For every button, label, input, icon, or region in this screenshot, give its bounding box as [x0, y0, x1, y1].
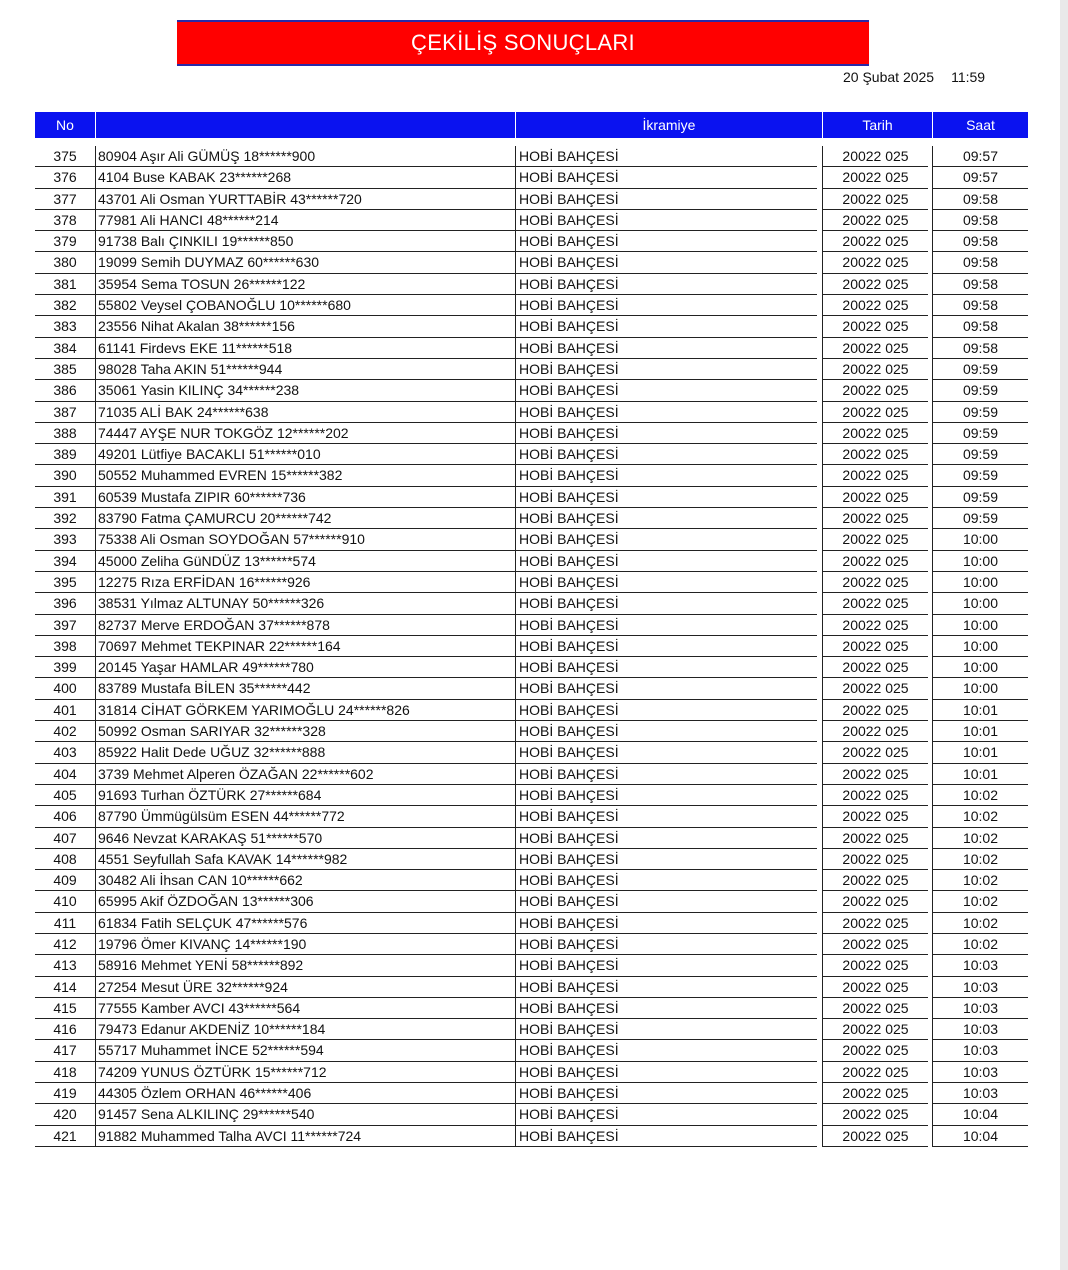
row-prize: HOBİ BAHÇESİ — [515, 465, 817, 486]
row-prize: HOBİ BAHÇESİ — [515, 380, 817, 401]
row-prize: HOBİ BAHÇESİ — [515, 636, 817, 657]
row-time: 10:00 — [932, 593, 1028, 614]
table-row — [35, 955, 1028, 976]
row-name: 3739 Mehmet Alperen ÖZAĞAN 22******602 — [95, 764, 515, 785]
table-row — [35, 210, 1028, 231]
row-name: 30482 Ali İhsan CAN 10******662 — [95, 870, 515, 891]
row-date: 20022 025 — [822, 636, 928, 657]
row-time: 09:58 — [932, 189, 1028, 210]
row-no: 384 — [35, 338, 95, 359]
row-name: 60539 Mustafa ZIPIR 60******736 — [95, 487, 515, 508]
row-time: 09:58 — [932, 338, 1028, 359]
row-no: 376 — [35, 167, 95, 188]
row-prize: HOBİ BAHÇESİ — [515, 551, 817, 572]
row-time: 09:59 — [932, 465, 1028, 486]
row-name: 87790 Ümmügülsüm ESEN 44******772 — [95, 806, 515, 827]
row-prize: HOBİ BAHÇESİ — [515, 615, 817, 636]
row-no: 389 — [35, 444, 95, 465]
row-no: 379 — [35, 231, 95, 252]
table-row — [35, 1126, 1028, 1147]
row-name: 83790 Fatma ÇAMURCU 20******742 — [95, 508, 515, 529]
row-no: 385 — [35, 359, 95, 380]
row-date: 20022 025 — [822, 934, 928, 955]
row-date: 20022 025 — [822, 1104, 928, 1125]
row-name: 83789 Mustafa BİLEN 35******442 — [95, 678, 515, 699]
report-date: 20 Şubat 2025 — [843, 69, 935, 85]
row-time: 09:58 — [932, 252, 1028, 273]
row-prize: HOBİ BAHÇESİ — [515, 764, 817, 785]
row-date: 20022 025 — [822, 487, 928, 508]
row-prize: HOBİ BAHÇESİ — [515, 359, 817, 380]
row-prize: HOBİ BAHÇESİ — [515, 678, 817, 699]
row-no: 382 — [35, 295, 95, 316]
row-time: 10:02 — [932, 891, 1028, 912]
row-no: 415 — [35, 998, 95, 1019]
row-no: 383 — [35, 316, 95, 337]
row-name: 23556 Nihat Akalan 38******156 — [95, 316, 515, 337]
row-date: 20022 025 — [822, 977, 928, 998]
row-no: 390 — [35, 465, 95, 486]
row-date: 20022 025 — [822, 295, 928, 316]
row-name: 70697 Mehmet TEKPINAR 22******164 — [95, 636, 515, 657]
row-name: 55802 Veysel ÇOBANOĞLU 10******680 — [95, 295, 515, 316]
row-prize: HOBİ BAHÇESİ — [515, 167, 817, 188]
row-time: 09:57 — [932, 167, 1028, 188]
table-row — [35, 721, 1028, 742]
row-name: 91882 Muhammed Talha AVCI 11******724 — [95, 1126, 515, 1147]
table-row — [35, 338, 1028, 359]
row-date: 20022 025 — [822, 764, 928, 785]
row-date: 20022 025 — [822, 316, 928, 337]
row-prize: HOBİ BAHÇESİ — [515, 998, 817, 1019]
table-row — [35, 891, 1028, 912]
row-time: 10:00 — [932, 615, 1028, 636]
table-row — [35, 295, 1028, 316]
row-prize: HOBİ BAHÇESİ — [515, 1083, 817, 1104]
row-prize: HOBİ BAHÇESİ — [515, 870, 817, 891]
row-name: 61141 Firdevs EKE 11******518 — [95, 338, 515, 359]
row-name: 27254 Mesut ÜRE 32******924 — [95, 977, 515, 998]
table-row — [35, 423, 1028, 444]
row-name: 12275 Rıza ERFİDAN 16******926 — [95, 572, 515, 593]
row-date: 20022 025 — [822, 913, 928, 934]
row-time: 10:02 — [932, 849, 1028, 870]
row-name: 44305 Özlem ORHAN 46******406 — [95, 1083, 515, 1104]
row-date: 20022 025 — [822, 742, 928, 763]
table-row — [35, 977, 1028, 998]
row-date: 20022 025 — [822, 678, 928, 699]
report-datetime — [843, 69, 985, 85]
row-prize: HOBİ BAHÇESİ — [515, 189, 817, 210]
row-name: 4551 Seyfullah Safa KAVAK 14******982 — [95, 849, 515, 870]
row-date: 20022 025 — [822, 210, 928, 231]
row-name: 74447 AYŞE NUR TOKGÖZ 12******202 — [95, 423, 515, 444]
row-name: 82737 Merve ERDOĞAN 37******878 — [95, 615, 515, 636]
row-date: 20022 025 — [822, 1126, 928, 1147]
table-row — [35, 359, 1028, 380]
row-no: 400 — [35, 678, 95, 699]
table-row — [35, 1019, 1028, 1040]
table-row — [35, 1083, 1028, 1104]
row-name: 91738 Balı ÇINKILI 19******850 — [95, 231, 515, 252]
row-time: 10:03 — [932, 1062, 1028, 1083]
table-row — [35, 146, 1028, 167]
row-time: 09:59 — [932, 423, 1028, 444]
row-no: 418 — [35, 1062, 95, 1083]
row-no: 416 — [35, 1019, 95, 1040]
row-date: 20022 025 — [822, 359, 928, 380]
row-time: 09:59 — [932, 487, 1028, 508]
row-no: 380 — [35, 252, 95, 273]
row-time: 09:58 — [932, 210, 1028, 231]
row-no: 387 — [35, 402, 95, 423]
row-no: 378 — [35, 210, 95, 231]
row-time: 10:02 — [932, 934, 1028, 955]
row-no: 410 — [35, 891, 95, 912]
row-time: 10:00 — [932, 678, 1028, 699]
row-name: 77981 Ali HANCI 48******214 — [95, 210, 515, 231]
table-row — [35, 636, 1028, 657]
row-no: 388 — [35, 423, 95, 444]
row-time: 09:58 — [932, 274, 1028, 295]
row-date: 20022 025 — [822, 231, 928, 252]
table-row — [35, 1104, 1028, 1125]
row-prize: HOBİ BAHÇESİ — [515, 977, 817, 998]
row-no: 375 — [35, 146, 95, 167]
row-no: 417 — [35, 1040, 95, 1061]
table-row — [35, 785, 1028, 806]
row-time: 10:01 — [932, 721, 1028, 742]
row-prize: HOBİ BAHÇESİ — [515, 423, 817, 444]
table-row — [35, 678, 1028, 699]
table-row — [35, 274, 1028, 295]
row-no: 401 — [35, 700, 95, 721]
row-date: 20022 025 — [822, 465, 928, 486]
row-prize: HOBİ BAHÇESİ — [515, 700, 817, 721]
row-no: 386 — [35, 380, 95, 401]
row-time: 10:02 — [932, 870, 1028, 891]
row-no: 402 — [35, 721, 95, 742]
row-time: 09:59 — [932, 380, 1028, 401]
row-name: 43701 Ali Osman YURTTABİR 43******720 — [95, 189, 515, 210]
row-no: 412 — [35, 934, 95, 955]
row-time: 10:00 — [932, 657, 1028, 678]
row-time: 09:57 — [932, 146, 1028, 167]
row-prize: HOBİ BAHÇESİ — [515, 338, 817, 359]
row-name: 55717 Muhammet İNCE 52******594 — [95, 1040, 515, 1061]
row-date: 20022 025 — [822, 806, 928, 827]
row-time: 09:58 — [932, 316, 1028, 337]
row-prize: HOBİ BAHÇESİ — [515, 572, 817, 593]
row-name: 85922 Halit Dede UĞUZ 32******888 — [95, 742, 515, 763]
row-name: 49201 Lütfiye BACAKLI 51******010 — [95, 444, 515, 465]
row-name: 91457 Sena ALKILINÇ 29******540 — [95, 1104, 515, 1125]
row-no: 381 — [35, 274, 95, 295]
row-no: 395 — [35, 572, 95, 593]
row-date: 20022 025 — [822, 167, 928, 188]
row-time: 10:03 — [932, 1019, 1028, 1040]
row-prize: HOBİ BAHÇESİ — [515, 295, 817, 316]
row-prize: HOBİ BAHÇESİ — [515, 1104, 817, 1125]
table-row — [35, 380, 1028, 401]
row-no: 407 — [35, 828, 95, 849]
row-time: 10:03 — [932, 955, 1028, 976]
row-no: 377 — [35, 189, 95, 210]
header-name — [95, 112, 515, 138]
row-name: 58916 Mehmet YENİ 58******892 — [95, 955, 515, 976]
row-date: 20022 025 — [822, 1062, 928, 1083]
row-name: 9646 Nevzat KARAKAŞ 51******570 — [95, 828, 515, 849]
header-prize: İkramiye — [515, 112, 822, 138]
table-row — [35, 742, 1028, 763]
row-prize: HOBİ BAHÇESİ — [515, 444, 817, 465]
table-row — [35, 231, 1028, 252]
row-no: 391 — [35, 487, 95, 508]
row-date: 20022 025 — [822, 146, 928, 167]
row-time: 10:03 — [932, 1083, 1028, 1104]
row-time: 10:00 — [932, 529, 1028, 550]
table-row — [35, 615, 1028, 636]
row-no: 393 — [35, 529, 95, 550]
row-date: 20022 025 — [822, 402, 928, 423]
row-name: 4104 Buse KABAK 23******268 — [95, 167, 515, 188]
row-no: 392 — [35, 508, 95, 529]
row-no: 414 — [35, 977, 95, 998]
table-row — [35, 551, 1028, 572]
row-prize: HOBİ BAHÇESİ — [515, 934, 817, 955]
row-no: 413 — [35, 955, 95, 976]
row-date: 20022 025 — [822, 700, 928, 721]
row-time: 10:03 — [932, 1040, 1028, 1061]
row-date: 20022 025 — [822, 1083, 928, 1104]
row-name: 45000 Zeliha GüNDÜZ 13******574 — [95, 551, 515, 572]
row-prize: HOBİ BAHÇESİ — [515, 1062, 817, 1083]
table-row — [35, 465, 1028, 486]
table-row — [35, 870, 1028, 891]
row-no: 398 — [35, 636, 95, 657]
table-row — [35, 189, 1028, 210]
row-prize: HOBİ BAHÇESİ — [515, 891, 817, 912]
row-time: 09:58 — [932, 231, 1028, 252]
row-prize: HOBİ BAHÇESİ — [515, 231, 817, 252]
row-date: 20022 025 — [822, 551, 928, 572]
row-date: 20022 025 — [822, 849, 928, 870]
row-no: 421 — [35, 1126, 95, 1147]
table-row — [35, 1062, 1028, 1083]
results-table-body — [35, 146, 1028, 1147]
row-name: 74209 YUNUS ÖZTÜRK 15******712 — [95, 1062, 515, 1083]
row-time: 10:03 — [932, 998, 1028, 1019]
row-time: 10:04 — [932, 1126, 1028, 1147]
row-prize: HOBİ BAHÇESİ — [515, 721, 817, 742]
table-row — [35, 252, 1028, 273]
table-row — [35, 593, 1028, 614]
row-no: 403 — [35, 742, 95, 763]
row-time: 10:02 — [932, 828, 1028, 849]
row-no: 409 — [35, 870, 95, 891]
row-no: 406 — [35, 806, 95, 827]
row-prize: HOBİ BAHÇESİ — [515, 274, 817, 295]
table-row — [35, 402, 1028, 423]
table-row — [35, 444, 1028, 465]
table-header — [35, 112, 1028, 138]
row-date: 20022 025 — [822, 828, 928, 849]
row-time: 10:01 — [932, 764, 1028, 785]
table-row — [35, 1040, 1028, 1061]
row-name: 19796 Ömer KIVANÇ 14******190 — [95, 934, 515, 955]
row-prize: HOBİ BAHÇESİ — [515, 316, 817, 337]
row-date: 20022 025 — [822, 891, 928, 912]
row-name: 75338 Ali Osman SOYDOĞAN 57******910 — [95, 529, 515, 550]
table-row — [35, 849, 1028, 870]
row-date: 20022 025 — [822, 529, 928, 550]
row-prize: HOBİ BAHÇESİ — [515, 742, 817, 763]
row-date: 20022 025 — [822, 423, 928, 444]
row-prize: HOBİ BAHÇESİ — [515, 1040, 817, 1061]
row-prize: HOBİ BAHÇESİ — [515, 529, 817, 550]
table-row — [35, 316, 1028, 337]
row-date: 20022 025 — [822, 338, 928, 359]
row-time: 10:01 — [932, 700, 1028, 721]
row-time: 10:04 — [932, 1104, 1028, 1125]
row-no: 399 — [35, 657, 95, 678]
row-name: 50552 Muhammed EVREN 15******382 — [95, 465, 515, 486]
row-time: 10:00 — [932, 551, 1028, 572]
row-name: 65995 Akif ÖZDOĞAN 13******306 — [95, 891, 515, 912]
row-date: 20022 025 — [822, 785, 928, 806]
row-date: 20022 025 — [822, 380, 928, 401]
row-time: 10:01 — [932, 742, 1028, 763]
table-row — [35, 913, 1028, 934]
row-time: 10:00 — [932, 636, 1028, 657]
row-prize: HOBİ BAHÇESİ — [515, 487, 817, 508]
row-time: 10:02 — [932, 913, 1028, 934]
row-name: 20145 Yaşar HAMLAR 49******780 — [95, 657, 515, 678]
row-time: 10:02 — [932, 806, 1028, 827]
row-date: 20022 025 — [822, 1019, 928, 1040]
row-name: 79473 Edanur AKDENİZ 10******184 — [95, 1019, 515, 1040]
row-name: 77555 Kamber AVCI 43******564 — [95, 998, 515, 1019]
table-row — [35, 998, 1028, 1019]
row-prize: HOBİ BAHÇESİ — [515, 146, 817, 167]
row-no: 397 — [35, 615, 95, 636]
row-no: 404 — [35, 764, 95, 785]
row-name: 35061 Yasin KILINÇ 34******238 — [95, 380, 515, 401]
row-no: 394 — [35, 551, 95, 572]
row-prize: HOBİ BAHÇESİ — [515, 593, 817, 614]
row-prize: HOBİ BAHÇESİ — [515, 508, 817, 529]
row-name: 80904 Aşır Ali GÜMÜŞ 18******900 — [95, 146, 515, 167]
row-no: 411 — [35, 913, 95, 934]
header-time: Saat — [932, 112, 1028, 138]
table-row — [35, 657, 1028, 678]
row-name: 50992 Osman SARIYAR 32******328 — [95, 721, 515, 742]
row-date: 20022 025 — [822, 657, 928, 678]
row-time: 09:59 — [932, 444, 1028, 465]
row-no: 419 — [35, 1083, 95, 1104]
row-name: 91693 Turhan ÖZTÜRK 27******684 — [95, 785, 515, 806]
row-prize: HOBİ BAHÇESİ — [515, 955, 817, 976]
row-no: 420 — [35, 1104, 95, 1125]
row-date: 20022 025 — [822, 572, 928, 593]
table-row — [35, 934, 1028, 955]
row-no: 396 — [35, 593, 95, 614]
table-row — [35, 529, 1028, 550]
row-prize: HOBİ BAHÇESİ — [515, 849, 817, 870]
table-row — [35, 508, 1028, 529]
row-no: 405 — [35, 785, 95, 806]
row-date: 20022 025 — [822, 508, 928, 529]
row-date: 20022 025 — [822, 593, 928, 614]
row-name: 61834 Fatih SELÇUK 47******576 — [95, 913, 515, 934]
row-prize: HOBİ BAHÇESİ — [515, 785, 817, 806]
table-row — [35, 828, 1028, 849]
row-time: 09:58 — [932, 295, 1028, 316]
row-date: 20022 025 — [822, 615, 928, 636]
row-no: 408 — [35, 849, 95, 870]
table-row — [35, 167, 1028, 188]
table-row — [35, 700, 1028, 721]
row-name: 19099 Semih DUYMAZ 60******630 — [95, 252, 515, 273]
row-date: 20022 025 — [822, 1040, 928, 1061]
row-time: 09:59 — [932, 402, 1028, 423]
table-row — [35, 764, 1028, 785]
row-prize: HOBİ BAHÇESİ — [515, 657, 817, 678]
row-date: 20022 025 — [822, 444, 928, 465]
row-name: 35954 Sema TOSUN 26******122 — [95, 274, 515, 295]
row-date: 20022 025 — [822, 998, 928, 1019]
row-prize: HOBİ BAHÇESİ — [515, 210, 817, 231]
row-prize: HOBİ BAHÇESİ — [515, 828, 817, 849]
row-name: 31814 CİHAT GÖRKEM YARIMOĞLU 24******826 — [95, 700, 515, 721]
header-date: Tarih — [822, 112, 932, 138]
row-date: 20022 025 — [822, 870, 928, 891]
row-prize: HOBİ BAHÇESİ — [515, 402, 817, 423]
row-prize: HOBİ BAHÇESİ — [515, 1126, 817, 1147]
row-time: 10:02 — [932, 785, 1028, 806]
row-date: 20022 025 — [822, 721, 928, 742]
table-row — [35, 806, 1028, 827]
row-date: 20022 025 — [822, 274, 928, 295]
row-time: 10:00 — [932, 572, 1028, 593]
table-row — [35, 487, 1028, 508]
row-time: 09:59 — [932, 508, 1028, 529]
row-prize: HOBİ BAHÇESİ — [515, 806, 817, 827]
row-date: 20022 025 — [822, 955, 928, 976]
row-date: 20022 025 — [822, 189, 928, 210]
row-date: 20022 025 — [822, 252, 928, 273]
row-prize: HOBİ BAHÇESİ — [515, 913, 817, 934]
row-time: 09:59 — [932, 359, 1028, 380]
row-name: 98028 Taha AKIN 51******944 — [95, 359, 515, 380]
report-time: 11:59 — [951, 69, 986, 85]
row-prize: HOBİ BAHÇESİ — [515, 252, 817, 273]
page-title: ÇEKİLİŞ SONUÇLARI — [177, 20, 869, 66]
row-time: 10:03 — [932, 977, 1028, 998]
header-no: No — [56, 117, 74, 133]
row-prize: HOBİ BAHÇESİ — [515, 1019, 817, 1040]
table-row — [35, 572, 1028, 593]
row-name: 71035 ALİ BAK 24******638 — [95, 402, 515, 423]
row-name: 38531 Yılmaz ALTUNAY 50******326 — [95, 593, 515, 614]
